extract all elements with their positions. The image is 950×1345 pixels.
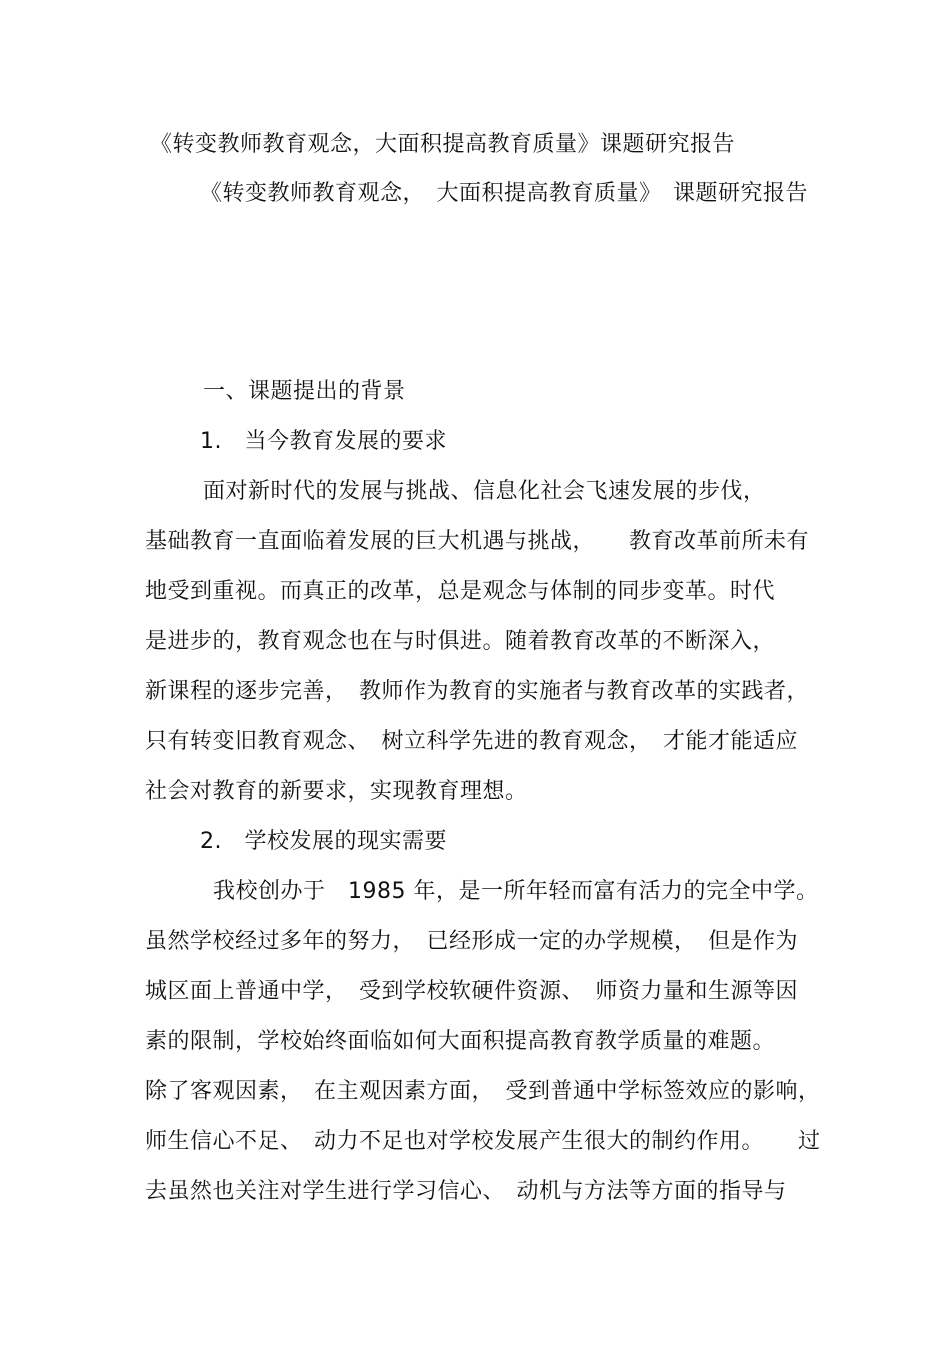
paragraph-line: 地受到重视。而真正的改革，总是观念与体制的同步变革。时代: [145, 579, 776, 604]
paragraph-line: 新课程的逐步完善， 教师作为教育的实施者与教育改革的实践者，: [145, 679, 810, 704]
paragraph-line: 虽然学校经过多年的努力， 已经形成一定的办学规模， 但是作为: [145, 929, 799, 954]
section-heading: 一、课题提出的背景: [203, 379, 406, 404]
paragraph-line: 基础教育一直面临着发展的巨大机遇与挑战， 教育改革前所未有: [145, 529, 810, 554]
paragraph-line: 社会对教育的新要求，实现教育理想。: [145, 779, 528, 804]
subsection-heading: 1. 当今教育发展的要求: [200, 429, 447, 454]
document-title: 《转变教师教育观念，大面积提高教育质量》课题研究报告: [150, 132, 736, 157]
paragraph-line: 素的限制，学校始终面临如何大面积提高教育教学质量的难题。: [145, 1029, 776, 1054]
paragraph-line: 是进步的，教育观念也在与时俱进。随着教育改革的不断深入，: [145, 629, 776, 654]
paragraph-line: 我校创办于 1985 年，是一所年轻而富有活力的完全中学。: [213, 879, 819, 904]
paragraph-line: 师生信心不足、 动力不足也对学校发展产生很大的制约作用。 过: [145, 1129, 821, 1154]
subsection-heading: 2. 学校发展的现实需要: [200, 829, 447, 854]
paragraph-line: 城区面上普通中学， 受到学校软硬件资源、 师资力量和生源等因: [145, 979, 799, 1004]
document-subtitle: 《转变教师教育观念， 大面积提高教育质量》 课题研究报告: [200, 181, 809, 206]
paragraph-line: 去虽然也关注对学生进行学习信心、 动机与方法等方面的指导与: [145, 1179, 787, 1204]
paragraph-line: 除了客观因素， 在主观因素方面， 受到普通中学标签效应的影响，: [145, 1079, 821, 1104]
paragraph-line: 只有转变旧教育观念、 树立科学先进的教育观念， 才能才能适应: [145, 729, 799, 754]
paragraph-line: 面对新时代的发展与挑战、信息化社会飞速发展的步伐，: [203, 479, 766, 504]
